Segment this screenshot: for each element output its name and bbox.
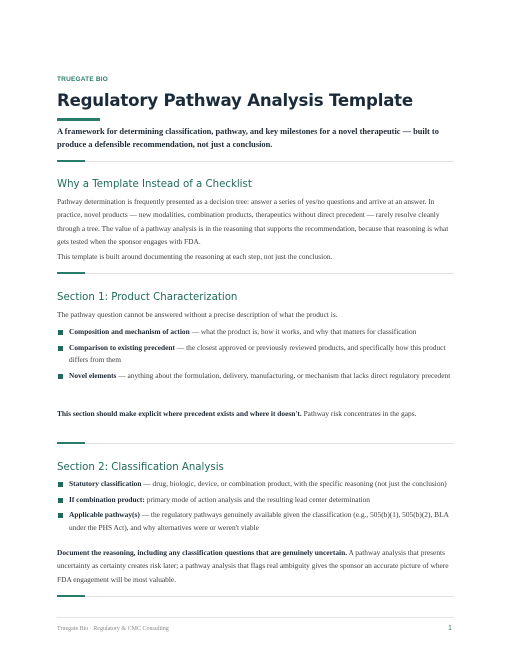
document-page: [57, 0, 454, 660]
bullet-term: If combination product:: [69, 494, 145, 504]
bullet-term: Statutory classification: [69, 479, 142, 488]
section-2-closing: [57, 546, 456, 586]
intro-paragraph-1: Pathway determination is frequently presented as a decision tree: answer a series of yes/no questions and arrive at an answer. In practice, novel products — new modalities, combination products, therapeutics without direct precedent — rarely resolve cleanly through a tree. The value of a pathway analysis is in the reasoning that supports the recommendation, because that reasoning is what gets tested when the sponsor engages with FDA.: [57, 197, 449, 247]
bullet-term: Comparison to existing precedent: [69, 342, 175, 352]
bullet-text: — drug, biologic, device, or combination product, with the specific reasoning (not just the conclusion): [141, 479, 447, 488]
section-2-bullet-list: [57, 478, 454, 537]
intro-paragraph-2: This template is built around documenting the reasoning at each step, not just the conclusion.: [57, 252, 333, 261]
list-item: [57, 370, 454, 383]
heading-section-2: Section 2: Classification Analysis: [57, 462, 224, 473]
bullet-term: Novel elements: [69, 370, 117, 380]
section-divider: [57, 273, 454, 274]
closing-text: Pathway risk concentrates in the gaps.: [301, 409, 417, 418]
section-1-lead: The pathway question cannot be answered without a precise description of what the product is.: [57, 310, 338, 319]
bullet-term: Applicable pathway(s): [69, 510, 140, 520]
list-item: [57, 509, 454, 534]
bullet-square-icon: [58, 498, 63, 503]
bullet-text: — the closest approved or previously reviewed products, and specifically how this product differs from them: [69, 342, 446, 365]
footer-company: Truegate Bio · Regulatory & CMC Consulting: [57, 626, 169, 632]
heading-section-1: Section 1: Product Characterization: [57, 292, 238, 303]
bullet-square-icon: [58, 330, 63, 335]
section-1-bullet-list: [57, 326, 454, 385]
bullet-text: primary mode of action analysis and the resulting lead center determination: [144, 494, 370, 504]
brand-label: TRUEGATE BIO: [57, 76, 109, 83]
title-underline: [57, 118, 100, 121]
list-item: [57, 478, 454, 491]
section-divider: [57, 596, 454, 597]
list-item: [57, 326, 454, 339]
bullet-square-icon: [58, 513, 63, 518]
list-item: [57, 494, 454, 507]
closing-bold-text: This section should make explicit where precedent exists and where it doesn't.: [57, 409, 302, 418]
closing-text: A pathway analysis that presents uncertainty as certainty creates risk later; a pathway analysis that flags real ambiguity gives the sponsor an accurate picture of where FDA engagement will be most valuable.: [57, 548, 449, 584]
page-subtitle: A framework for determining classification, pathway, and key milestones for a novel therapeutic — built to produce a defensible recommendation, not just a conclusion.: [57, 127, 439, 149]
heading-why-template: Why a Template Instead of a Checklist: [57, 179, 252, 190]
list-item: [57, 342, 454, 367]
bullet-square-icon: [58, 346, 63, 351]
bullet-text: — the regulatory pathways genuinely available given the classification (e.g., 505(b)(1), 505(b)(2), BLA under the PHS Act), and why alternatives were or weren't viable: [69, 510, 449, 532]
bullet-text: — anything about the formulation, delivery, manufacturing, or mechanism that lacks direct regulatory precedent: [116, 370, 451, 380]
section-1-closing: [57, 407, 456, 420]
footer-divider: [57, 617, 454, 618]
bullet-text: — what the product is, how it works, and why that matters for classification: [189, 327, 417, 336]
page-number: 1: [448, 625, 452, 632]
closing-bold-text: Document the reasoning, including any classification questions that are genuinely uncertain.: [57, 548, 348, 557]
page-title: Regulatory Pathway Analysis Template: [57, 91, 413, 110]
section-divider: [57, 161, 454, 162]
section-divider: [57, 443, 454, 444]
bullet-square-icon: [58, 374, 63, 379]
bullet-square-icon: [58, 482, 63, 487]
bullet-term: Composition and mechanism of action: [69, 327, 190, 336]
